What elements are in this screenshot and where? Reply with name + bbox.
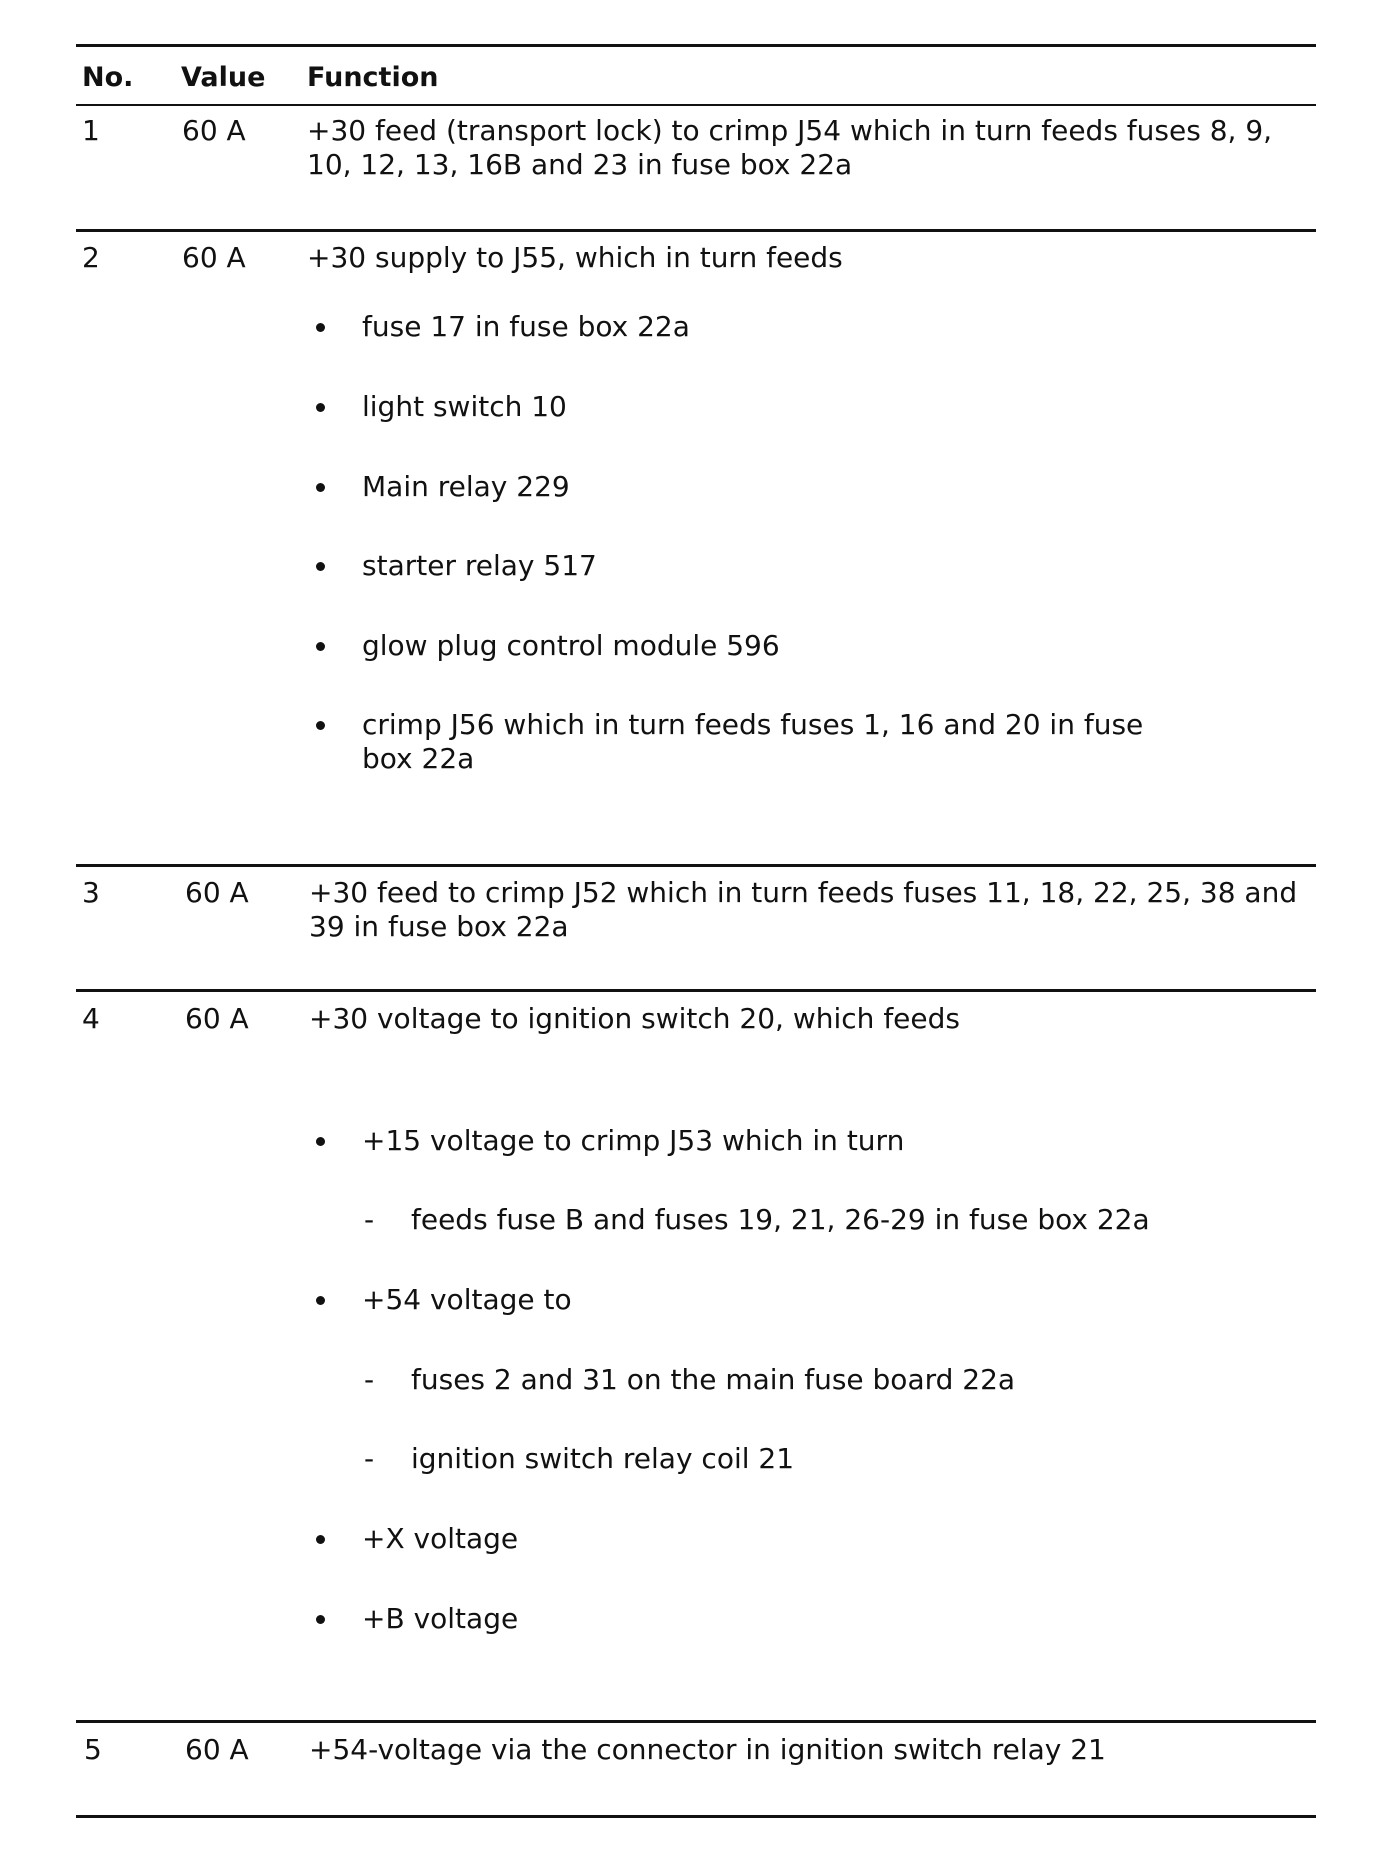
- bullet-icon: [316, 1137, 325, 1146]
- list-item: +B voltage: [362, 1602, 519, 1635]
- list-item: crimp J56 which in turn feeds fuses 1, 16 and 20 in fuse: [362, 708, 1144, 741]
- row-separator-3: [76, 989, 1316, 992]
- list-item: +54 voltage to: [362, 1283, 572, 1316]
- table-top-rule: [76, 44, 1316, 47]
- row-value: 60 A: [182, 241, 246, 274]
- sub-list-item: feeds fuse B and fuses 19, 21, 26-29 in fuse box 22a: [411, 1203, 1150, 1236]
- list-item: fuse 17 in fuse box 22a: [362, 310, 690, 343]
- list-item: light switch 10: [362, 390, 567, 423]
- row-function-line: 39 in fuse box 22a: [309, 910, 569, 943]
- bullet-icon: [316, 1296, 325, 1305]
- bullet-icon: [316, 403, 325, 412]
- row-function-intro: +30 voltage to ignition switch 20, which feeds: [309, 1002, 960, 1035]
- row-separator-4: [76, 1720, 1316, 1723]
- row-function-intro: +30 supply to J55, which in turn feeds: [307, 241, 843, 274]
- dash-icon: -: [364, 1203, 375, 1236]
- sub-list-item: fuses 2 and 31 on the main fuse board 22a: [411, 1363, 1016, 1396]
- header-no: No.: [82, 62, 134, 93]
- row-number: 4: [82, 1002, 100, 1035]
- table-bottom-rule: [76, 1815, 1316, 1818]
- list-item: Main relay 229: [362, 470, 570, 503]
- bullet-icon: [316, 642, 325, 651]
- header-function: Function: [307, 62, 439, 93]
- row-function-line: +30 feed (transport lock) to crimp J54 which in turn feeds fuses 8, 9,: [307, 114, 1273, 147]
- list-item-continuation: box 22a: [362, 742, 475, 775]
- row-function-line: +30 feed to crimp J52 which in turn feeds fuses 11, 18, 22, 25, 38 and: [309, 876, 1298, 909]
- dash-icon: -: [364, 1442, 375, 1475]
- row-separator-1: [76, 229, 1316, 232]
- list-item: glow plug control module 596: [362, 629, 780, 662]
- bullet-icon: [316, 1535, 325, 1544]
- dash-icon: -: [364, 1363, 375, 1396]
- row-function-line: 10, 12, 13, 16B and 23 in fuse box 22a: [307, 148, 853, 181]
- row-number: 2: [82, 241, 100, 274]
- bullet-icon: [316, 1615, 325, 1624]
- list-item: +X voltage: [362, 1522, 519, 1555]
- bullet-icon: [316, 562, 325, 571]
- bullet-icon: [316, 721, 325, 730]
- sub-list-item: ignition switch relay coil 21: [411, 1442, 795, 1475]
- row-number: 1: [82, 114, 100, 147]
- row-value: 60 A: [185, 1002, 249, 1035]
- row-value: 60 A: [185, 1733, 249, 1766]
- row-value: 60 A: [182, 114, 246, 147]
- bullet-icon: [316, 483, 325, 492]
- list-item: +15 voltage to crimp J53 which in turn: [362, 1124, 905, 1157]
- row-number: 5: [84, 1733, 102, 1766]
- bullet-icon: [316, 323, 325, 332]
- row-separator-2: [76, 864, 1316, 867]
- header-bottom-rule: [76, 104, 1316, 106]
- row-number: 3: [82, 876, 100, 909]
- row-value: 60 A: [185, 876, 249, 909]
- row-function-line: +54-voltage via the connector in ignition switch relay 21: [309, 1733, 1106, 1766]
- list-item: starter relay 517: [362, 549, 597, 582]
- header-value: Value: [181, 62, 266, 93]
